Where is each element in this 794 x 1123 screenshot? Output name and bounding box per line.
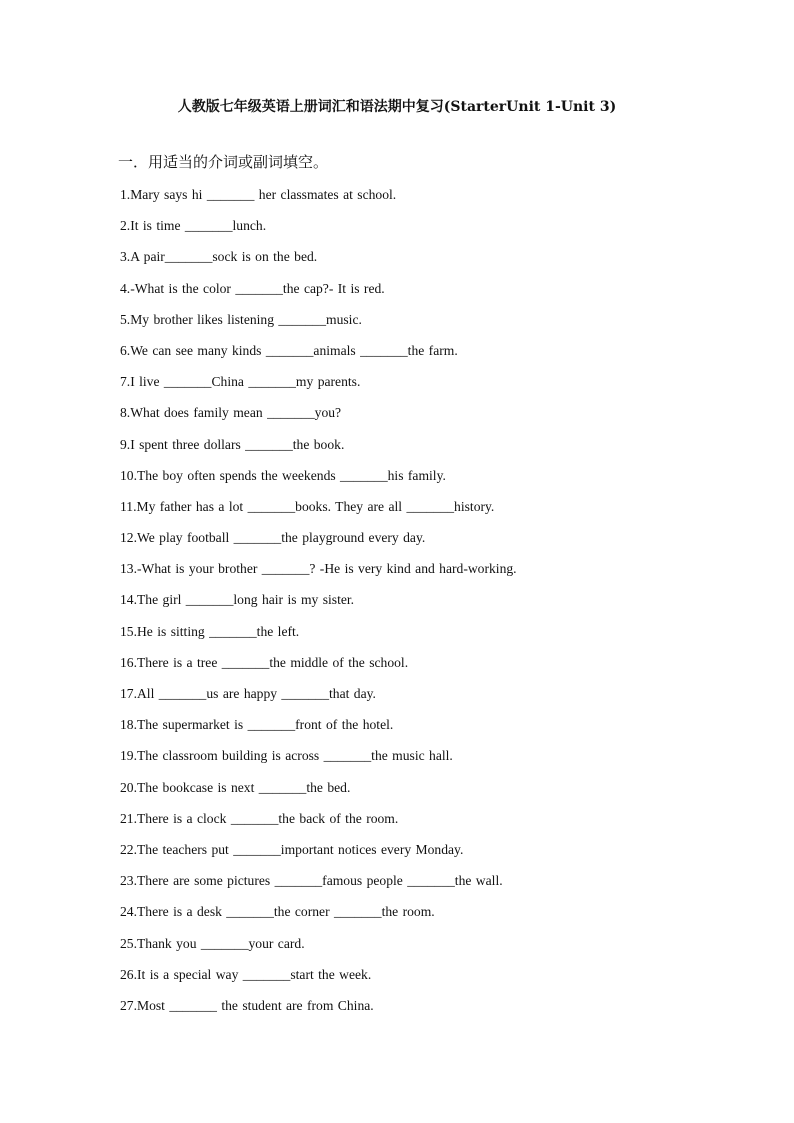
exercise-item: 14.The girl _______long hair is my sister.: [120, 592, 355, 608]
exercise-item: 22.The teachers put _______important notices every Monday.: [120, 841, 464, 857]
exercise-item: 16.There is a tree _______the middle of the school.: [120, 654, 409, 670]
exercise-item: 23.There are some pictures _______famous people _______the wall.: [120, 873, 503, 889]
exercise-item: 21.There is a clock _______the back of the room.: [120, 810, 399, 826]
exercise-item: 8.What does family mean _______you?: [120, 405, 342, 421]
exercise-item: 10.The boy often spends the weekends _______his family.: [120, 467, 446, 483]
exercise-item: 17.All _______us are happy _______that day.: [120, 686, 376, 701]
exercise-item: 25.Thank you _______your card.: [120, 935, 305, 951]
section-heading: 一．用适当的介词或副词填空。: [118, 153, 329, 171]
exercise-item: 19.The classroom building is across _______the music hall.: [120, 748, 453, 764]
exercise-item: 27.Most _______ the student are from China.: [120, 997, 374, 1013]
exercise-item: 7.I live _______China _______my parents.: [120, 374, 361, 390]
exercise-item: 11.My father has a lot _______books. They are all _______history.: [120, 498, 495, 514]
exercise-item: 15.He is sitting _______the left.: [120, 623, 300, 639]
exercise-item: 18.The supermarket is _______front of the hotel.: [120, 717, 394, 733]
exercise-item: 12.We play football _______the playground every day.: [120, 530, 426, 546]
exercise-item: 26.It is a special way _______start the week.: [120, 966, 372, 982]
exercise-item: 1.Mary says hi _______ her classmates at school.: [120, 187, 397, 202]
exercise-item: 9.I spent three dollars _______the book.: [120, 436, 345, 452]
exercise-item: 13.-What is your brother _______? -He is very kind and hard-working.: [120, 561, 517, 577]
exercise-item: 3.A pair_______sock is on the bed.: [120, 249, 318, 265]
exercise-item: 4.-What is the color _______the cap?- It is red.: [120, 280, 385, 296]
exercise-item: 20.The bookcase is next _______the bed.: [120, 779, 351, 795]
exercise-item: 24.There is a desk _______the corner _______the room.: [120, 904, 435, 920]
exercise-list: [120, 186, 720, 1028]
document-title: 人教版七年级英语上册词汇和语法期中复习(StarterUnit 1-Unit 3): [177, 99, 617, 115]
exercise-item: 6.We can see many kinds _______animals _______the farm.: [120, 342, 458, 358]
exercise-item: 5.My brother likes listening _______music.: [120, 311, 362, 327]
exercise-item: 2.It is time _______lunch.: [120, 218, 267, 234]
